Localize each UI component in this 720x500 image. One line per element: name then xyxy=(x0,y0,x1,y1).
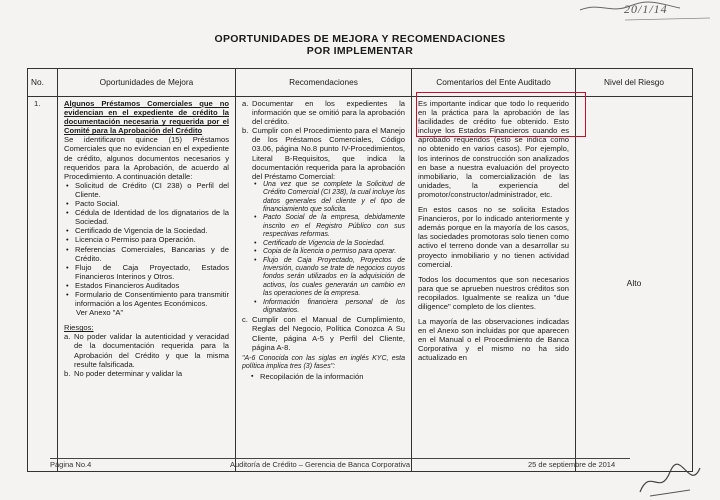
list-item: • Estados Financieros Auditados xyxy=(75,281,229,290)
footer-page-number: Página No.4 xyxy=(50,460,92,469)
risk-level: Alto xyxy=(626,278,642,289)
list-item: ▪ Recopilación de la información xyxy=(260,372,405,381)
header-oportunidades: Oportunidades de Mejora xyxy=(58,69,236,97)
signature-area xyxy=(570,0,720,24)
list-item: • Certificado de Vigencia de la Sociedad. xyxy=(263,240,405,248)
document-title: OPORTUNIDADES DE MEJORA Y RECOMENDACIONES xyxy=(214,33,506,45)
comentario-paragraph: La mayoría de las observaciones indicadas en el Anexo son incluidas por que aparecen en el Manual o el Procedimiento de Banca Corporativa y el mismo no ha sido actualizado en xyxy=(418,317,569,363)
annex-reference: Ver Anexo "A" xyxy=(76,308,124,318)
list-item: • Referencias Comerciales, Bancarias y de Crédito. xyxy=(75,245,229,263)
list-item: • Información financiera personal de los dignatarios. xyxy=(263,299,405,316)
list-item: • Pacto Social. xyxy=(75,199,229,208)
recomendaciones-cell xyxy=(236,97,412,472)
row-number: 1. xyxy=(34,99,41,108)
handwritten-mark xyxy=(630,462,710,498)
list-item: • Copia de la licencia o permiso para operar. xyxy=(263,248,405,256)
list-item: a. No poder validar la autenticidad y veracidad de la documentación requerida para la Aprobación del Crédito y que la misma resulte falsificada. xyxy=(64,332,229,369)
page-footer xyxy=(50,458,630,473)
list-item: • Flujo de Caja Proyectado, Proyectos de Inversión, cuando se trate de negocios cuyos fondos serán utilizados en la adquisición de activos, los cuales generarán un cambio en las operaciones de la empresa. xyxy=(263,257,405,299)
kyc-note: "A-6 Conocida con las siglas en inglés KYC, esta política implica tres (3) fases": xyxy=(242,354,405,371)
list-item: b. Cumplir con el Procedimiento para el Manejo de los Préstamos Comerciales, Código 03.06, página No.8 punto IV-Procedimientos, Literal B-Requisitos, que indica la documentación requerida para la aprobación del Préstamo Comercial: • Una vez que se complete la Solicitud de Crédito Comercial (CI 238), la cual incluye los datos generales del cliente y el tipo de financiamiento que solicita. • Pacto Social de la empresa, debidamente inscrito en el Registro Público con sus respectivas reformas. • Certificado de Vigencia de la Sociedad. • Copia de la licencia o permiso para operar. • Flujo de Caja Proyectado, Proyectos de Inversión, cuando se trate de negocios cuyos fondos serán utilizados en la adquisición de activos, los cuales generarán un cambio en las operaciones de la empresa. • Información financiera personal de los dignatarios. xyxy=(252,126,405,315)
header-no: No. xyxy=(28,69,58,97)
table-header-row xyxy=(28,69,693,97)
list-item: a. Documentar en los expedientes la información que se omitió para la aprobación del crédito. xyxy=(242,99,405,127)
row-number-cell xyxy=(28,97,58,472)
comentarios-cell xyxy=(412,97,576,472)
list-item: • Pacto Social de la empresa, debidamente inscrito en el Registro Público con sus respectivas reformas. xyxy=(263,214,405,239)
list-item: • Solicitud de Crédito (CI 238) o Perfil del Cliente. xyxy=(75,181,229,199)
header-comentarios: Comentarios del Ente Auditado xyxy=(412,69,576,97)
header-recomendaciones: Recomendaciones xyxy=(236,69,412,97)
comentario-paragraph: Es importante indicar que todo lo requerido en la práctica para la aprobación de las facilidades de crédito fue obtenido. Esto incluye los Estados Financieros cuando es aprobado requeridos (esto se indica como no obtenido en varios casos). Por ejemplo, los interinos de construcción son analizados en base a nuestra evaluación del proyecto inmobiliario, la comercialización de las unidades, la experiencia del promotor/constructor/administrador, etc. xyxy=(418,99,569,199)
list-item: b. No poder determinar y validar la xyxy=(64,368,183,378)
table-row xyxy=(28,97,693,472)
comentario-paragraph: En estos casos no se solicita Estados Financieros, por lo indicado anteriormente y además porque en la mayoría de los casos, las sociedades promotoras solo tienen como activo el terreno donde van a desarrollar su proyecto inmobiliario y no tienen actividad comercial. xyxy=(418,205,569,269)
missing-docs-list xyxy=(64,181,229,308)
kyc-phases-list xyxy=(242,372,405,381)
riesgos-list xyxy=(64,332,229,377)
nivel-riesgo-cell xyxy=(576,97,693,472)
required-docs-list xyxy=(252,181,405,316)
recommendations-table xyxy=(27,68,693,472)
list-item: • Certificado de Vigencia de la Sociedad. xyxy=(75,226,229,235)
oportunidad-cell xyxy=(58,97,236,472)
footer-date: 25 de septiembre de 2014 xyxy=(528,460,616,469)
comentario-paragraph: Todos los documentos que son necesarios para que se aprueben nuestros créditos son recopilados. Igualmente se realiza un "due diligence" completo de los clientes. xyxy=(418,274,569,311)
list-item: • Una vez que se complete la Solicitud de Crédito Comercial (CI 238), la cual incluye los datos generales del cliente y el tipo de financiamiento que solicita. xyxy=(263,181,405,215)
list-item: • Flujo de Caja Proyectado, Estados Financieros Interinos y Otros. xyxy=(75,263,229,281)
recomendaciones-list xyxy=(242,99,405,352)
signature-date: 20/1/14 xyxy=(624,2,668,16)
footer-department: Auditoría de Crédito – Gerencia de Banca Corporativa xyxy=(230,460,411,469)
highlight-box xyxy=(416,92,586,137)
oportunidad-intro: Se identificaron quince (15) Préstamos Comerciales que no evidencian en el expediente de crédito, algunos documentos necesarios y requeridos para la Aprobación, de acuerdo al Procedimiento. A continuación detalle: xyxy=(64,135,229,181)
oportunidad-title: Algunos Préstamos Comerciales que no evidencian en el expediente de crédito la documentación necesaria y requerida por el Comité para la Aprobación del Crédito xyxy=(64,99,229,136)
list-item: • Cédula de Identidad de los dignatarios de la Sociedad. xyxy=(75,208,229,226)
header-nivel-riesgo: Nivel del Riesgo xyxy=(576,69,693,97)
list-item: • Licencia o Permiso para Operación. xyxy=(75,235,229,244)
riesgos-label: Riesgos: xyxy=(64,323,94,333)
document-subtitle: POR IMPLEMENTAR xyxy=(306,45,414,57)
list-item: • Formulario de Consentimiento para transmitir información a los Agentes Económicos. xyxy=(75,290,229,308)
list-item: c. Cumplir con el Manual de Cumplimiento, Reglas del Negocio, Política Conozca A Su Cliente, página A-5 y Perfil del Cliente, página A-8. xyxy=(242,315,405,352)
